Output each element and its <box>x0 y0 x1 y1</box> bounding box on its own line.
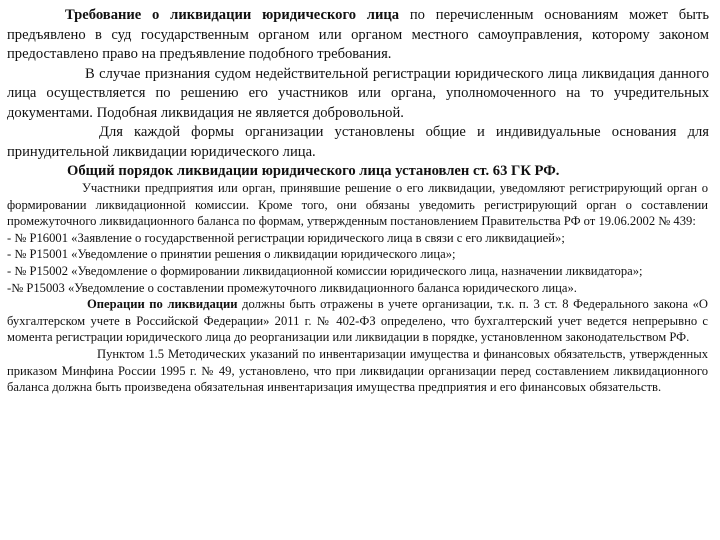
list-item-p15001: - № Р15001 «Уведомление о принятии решения о ликвидации юридического лица»; <box>7 247 456 262</box>
bottom-text-block <box>7 180 708 396</box>
bold-term-liquidation-requirement: Требование о ликвидации юридического лица <box>65 7 400 23</box>
paragraph-participants-notify: Участники предприятия или орган, принявшие решение о его ликвидации, уведомляют регистрирующий орган о формировании ликвидационной комиссии. Кроме того, они обязаны уведомить регистрирующий орган о составлении промежуточного ликвидационного баланса по формам, утвержденным постановлением Правительства РФ от 19.06.2002 № 439: <box>7 181 708 229</box>
heading-general-procedure: Общий порядок ликвидации юридического лица установлен ст. 63 ГК РФ. <box>67 163 560 179</box>
list-item-p15003: -№ Р15003 «Уведомление о составлении промежуточного ликвидационного баланса юридического лица». <box>7 280 577 295</box>
list-item-p15002: - № Р15002 «Уведомление о формировании ликвидационной комиссии юридического лица, назначении ликвидатора»; <box>7 263 643 278</box>
top-text-block <box>7 6 709 182</box>
paragraph-text: по перечисленным основаниям может быть предъявлено в суд государственным органом или органом местного самоуправления, которому законом предоставлено право на предъявление подобного требования. <box>7 7 709 62</box>
paragraph-text: должны быть отражены в учете организации, т.к. п. 3 ст. 8 Федерального закона «О бухгалтерском учете в Российской Федерации» 2011 г. № 402-ФЗ определено, что бухгалтерский учет ведется непрерывно с момента регистрации юридического лица до реорганизации или ликвидации в порядке, установленном законодательством РФ. <box>7 297 708 345</box>
list-item-p16001: - № Р16001 «Заявление о государственной регистрации юридического лица в связи с его ликвидацией»; <box>7 230 565 245</box>
paragraph-forms-grounds: Для каждой формы организации установлены общие и индивидуальные основания для принудительной ликвидации юридического лица. <box>7 124 709 160</box>
paragraph-liquidation-operations <box>7 296 708 346</box>
bold-term-operations: Операции по ликвидации <box>87 297 238 312</box>
paragraph-inventory-requirement: Пунктом 1.5 Методических указаний по инвентаризации имущества и финансовых обязательств, утвержденных приказом Минфина России 1995 г. № 49, установлено, что при ликвидации организации перед составлением ликвидационного баланса должна быть произведена обязательная инвентаризация имущества предприятия и его финансовых обязательств. <box>7 346 708 395</box>
paragraph-liquidation-requirement <box>7 6 709 65</box>
paragraph-invalid-registration: В случае признания судом недействительной регистрации юридического лица ликвидация данного лица осуществляется по решению его участников или органа, уполномоченного на то учредительных документами. Подобная ликвидация не является добровольной. <box>7 65 709 121</box>
